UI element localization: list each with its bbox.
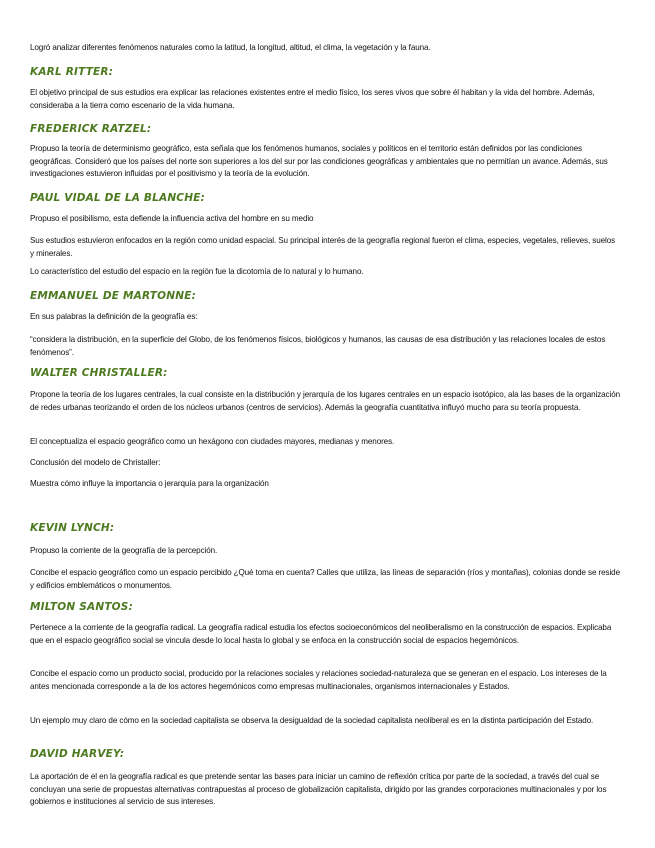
- ritter-paragraph-1: El objetivo principal de sus estudios era explicar las relaciones existentes entre el medio físico, los seres vivos que sobre él habitan y la vida del hombre. Además, consideraba a la tierra como escenario de la vida humana.: [30, 88, 595, 110]
- heading-emmanuel-de-martonne: EMMANUEL DE MARTONNE:: [30, 290, 196, 302]
- heading-walter-christaller: WALTER CHRISTALLER:: [30, 367, 168, 379]
- heading-frederick-ratzel: FREDERICK RATZEL:: [30, 123, 152, 135]
- lynch-paragraph-2: Concibe el espacio geográfico como un espacio percibido ¿Qué toma en cuenta? Calles que utiliza, las líneas de separación (ríos y montañas), colonias donde se reside y edificios emblemáticos o monumentos.: [30, 568, 620, 590]
- christaller-paragraph-3: Conclusión del modelo de Christaller:: [30, 458, 161, 467]
- santos-paragraph-3: Un ejemplo muy claro de cómo en la sociedad capitalista se observa la desigualdad de la sociedad capitalista neoliberal es en la distinta participación del Estado.: [30, 716, 594, 725]
- christaller-paragraph-4: Muestra cómo influye la importancia o jerarquía para la organización: [30, 479, 269, 488]
- lynch-paragraph-1: Propuso la corriente de la geografía de la percepción.: [30, 546, 218, 555]
- vidal-paragraph-1: Propuso el posibilismo, esta defiende la influencia activa del hombre en su medio: [30, 214, 314, 223]
- christaller-paragraph-2: El conceptualiza el espacio geográfico como un hexágono con ciudades mayores, medianas y menores.: [30, 437, 395, 446]
- vidal-paragraph-3: Lo característico del estudio del espacio en la región fue la dicotomía de lo natural y lo humano.: [30, 267, 364, 276]
- martonne-paragraph-1: En sus palabras la definición de la geografía es:: [30, 312, 198, 321]
- heading-karl-ritter: KARL RITTER:: [30, 66, 114, 78]
- heading-paul-vidal-de-la-blanche: PAUL VIDAL DE LA BLANCHE:: [30, 192, 205, 204]
- heading-kevin-lynch: KEVIN LYNCH:: [30, 522, 115, 534]
- santos-paragraph-1: Pertenece a la corriente de la geografía radical. La geografía radical estudia los efectos socioeconómicos del neoliberalismo en la construcción de espacios. Explicaba que en el espacio geográfico social se vincula desde lo local hasta lo global y se enfoca en la construcción social de espacios hegemónicos.: [30, 623, 612, 645]
- christaller-paragraph-1: Propone la teoría de los lugares centrales, la cual consiste en la distribución y jerarquía de los lugares centrales en un espacio isotópico, ala las bases de la organización de redes urbanas teorizando el orden de los núcleos urbanos (centros de servicios). Además la geografía cuantitativa influyó mucho para su teoría propuesta.: [30, 390, 620, 412]
- heading-david-harvey: DAVID HARVEY:: [30, 748, 125, 760]
- santos-paragraph-2: Concibe el espacio como un producto social, producido por la relaciones sociales y relaciones sociedad-naturaleza que se generan en el espacio. Los intereses de la antes mencionada corresponde a la de los actores hegemónicos como empresas multinacionales, organismos internacionales y Estados.: [30, 669, 607, 691]
- vidal-paragraph-2: Sus estudios estuvieron enfocados en la región como unidad espacial. Su principal interés de la geografía regional fueron el clima, especies, vegetales, relieves, suelos y minerales.: [30, 236, 616, 258]
- harvey-paragraph-1: La aportación de el en la geografía radical es que pretende sentar las bases para iniciar un camino de reflexión crítica por parte de la sociedad, a través del cual se concluyan una serie de propuestas alternativas contrapuestas al proceso de globalización capitalista, dirigido por las grandes corporaciones multinacionales y por los gobiernos e instituciones al servicio de sus intereses.: [30, 772, 607, 806]
- intro-paragraph: Logró analizar diferentes fenómenos naturales como la latitud, la longitud, altitud, el clima, la vegetación y la fauna.: [30, 43, 431, 52]
- ratzel-paragraph-1: Propuso la teoría de determinismo geográfico, esta señala que los fenómenos humanos, sociales y políticos en el territorio están definidos por las condiciones geográficas. Consideró que los países del norte son superiores a los del sur por las condiciones geográficas y ambientales que no permitían un avance. Además, sus investigaciones estuvieron influidas por el positivismo y la teoría de la evolución.: [30, 144, 608, 178]
- martonne-quote: “considera la distribución, en la superficie del Globo, de los fenómenos físicos, biológicos y humanos, las causas de esa distribución y las relaciones locales de estos fenómenos”.: [30, 335, 606, 357]
- heading-milton-santos: MILTON SANTOS:: [30, 601, 133, 613]
